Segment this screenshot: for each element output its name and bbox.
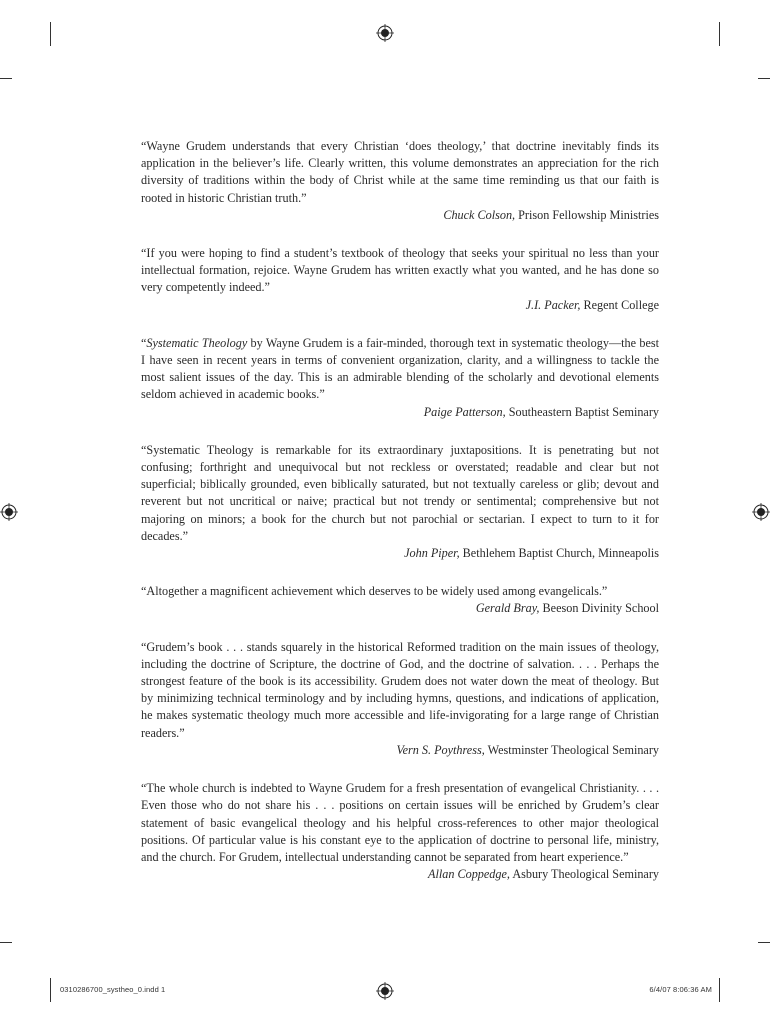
quote-text: “If you were hoping to find a student’s textbook of theology that seeks your spiritual no less than your intellectual formation, rejoice. Wayne Grudem has written exactly what you wanted, and he has done so very competently indeed.” [141,246,659,295]
crop-mark-icon [50,978,51,1002]
quote-author: J.I. Packer, [525,297,581,312]
endorsement-quote [141,780,659,883]
registration-mark-icon [376,24,394,42]
crop-mark-icon [719,22,720,46]
quote-affiliation: Beeson Divinity School [539,601,659,616]
endorsement-quote [141,138,659,224]
quote-text: “Wayne Grudem understands that every Christian ‘does theology,’ that doctrine inevitably finds its application in the believer’s life. Clearly written, this volume demonstrates an appreciation for the rich diversity of traditions within the body of Christ while at the same time reminding us that our faith is rooted in historic Christian truth.” [141,139,659,205]
quote-affiliation: Southeastern Baptist Seminary [505,404,659,419]
quote-author: Chuck Colson, [443,207,516,222]
quote-attribution [141,742,659,759]
quote-author: Vern S. Poythress, [396,742,485,757]
quote-affiliation: Prison Fellowship Ministries [515,207,659,222]
quote-affiliation: Westminster Theological Seminary [484,742,659,757]
quote-text: “Systematic Theology is remarkable for its extraordinary juxtapositions. It is penetrating but not confusing; forthright and unequivocal but not reckless or overstated; readable and clear but not superficial; biblically grounded, even biblically saturated, but not textually careless or glib; devout and reverent but not uncritical or naive; practical but not trendy or sentimental; comprehensive but not majoring on minors; a book for the church but not parochial or sectarian. I expect to turn to it for decades.” [141,442,659,543]
quote-attribution [141,207,659,224]
endorsement-quote [141,639,659,759]
crop-mark-icon [0,942,12,943]
endorsement-quote [141,583,659,617]
quote-affiliation: Bethlehem Baptist Church, Minneapolis [459,546,659,561]
quote-attribution [141,545,659,562]
quote-author: John Piper, [404,546,460,561]
quote-affiliation: Asbury Theological Seminary [509,867,659,882]
crop-mark-icon [719,978,720,1002]
quote-attribution [141,404,659,421]
quote-author: Gerald Bray, [475,601,540,616]
crop-mark-icon [50,22,51,46]
registration-mark-icon [0,503,18,521]
endorsement-quote [141,442,659,562]
crop-mark-icon [758,78,770,79]
quote-text: “Grudem’s book . . . stands squarely in the historical Reformed tradition on the main issues of theology, including the doctrine of Scripture, the doctrine of God, and the doctrine of salvation. . . . Perhaps the strongest feature of the book is its accessibility. Grudem does not water down the meat of theology. But by minimizing technical terminology and by including hymns, questions, and indications of application, he makes systematic theology much more accessible and life-invigorating for a large range of Christian readers.” [141,639,659,740]
quote-text: “The whole church is indebted to Wayne Grudem for a fresh presentation of evangelical Christianity. . . . Even those who do not share his . . . positions on certain issues will be enriched by Grudem’s clear statement of basic evangelical theology and his helpful cross-references to other major theological positions. Of particular value is his constant eye to the application of doctrine to personal life, ministry, and the church. For Grudem, intellectual understanding cannot be separated from heart experience.” [141,781,659,864]
quote-affiliation: Regent College [580,297,659,312]
quote-author: Paige Patterson, [423,404,506,419]
quote-text: “Systematic Theology by Wayne Grudem is a fair-minded, thorough text in systematic theology—the best I have seen in recent years in terms of convenient organization, clarity, and a willingness to tackle the most salient issues of the day. This is an admirable blending of the scholarly and devotional elements seldom achieved in academic books.” [141,335,660,402]
registration-mark-icon [752,503,770,521]
quote-author: Allan Coppedge, [428,867,510,882]
endorsements [141,138,659,904]
quote-attribution [141,297,659,314]
slug-timestamp: 6/4/07 8:06:36 AM [649,985,712,994]
endorsement-quote [141,245,659,314]
endorsement-quote [141,335,659,421]
quote-attribution [141,600,659,617]
slug-file-name: 0310286700_systheo_0.indd 1 [60,985,166,994]
registration-mark-icon [376,982,394,1000]
quote-attribution [141,866,659,883]
crop-mark-icon [0,78,12,79]
crop-mark-icon [758,942,770,943]
quote-text: “Altogether a magnificent achievement which deserves to be widely used among evangelicals.” [141,584,608,599]
